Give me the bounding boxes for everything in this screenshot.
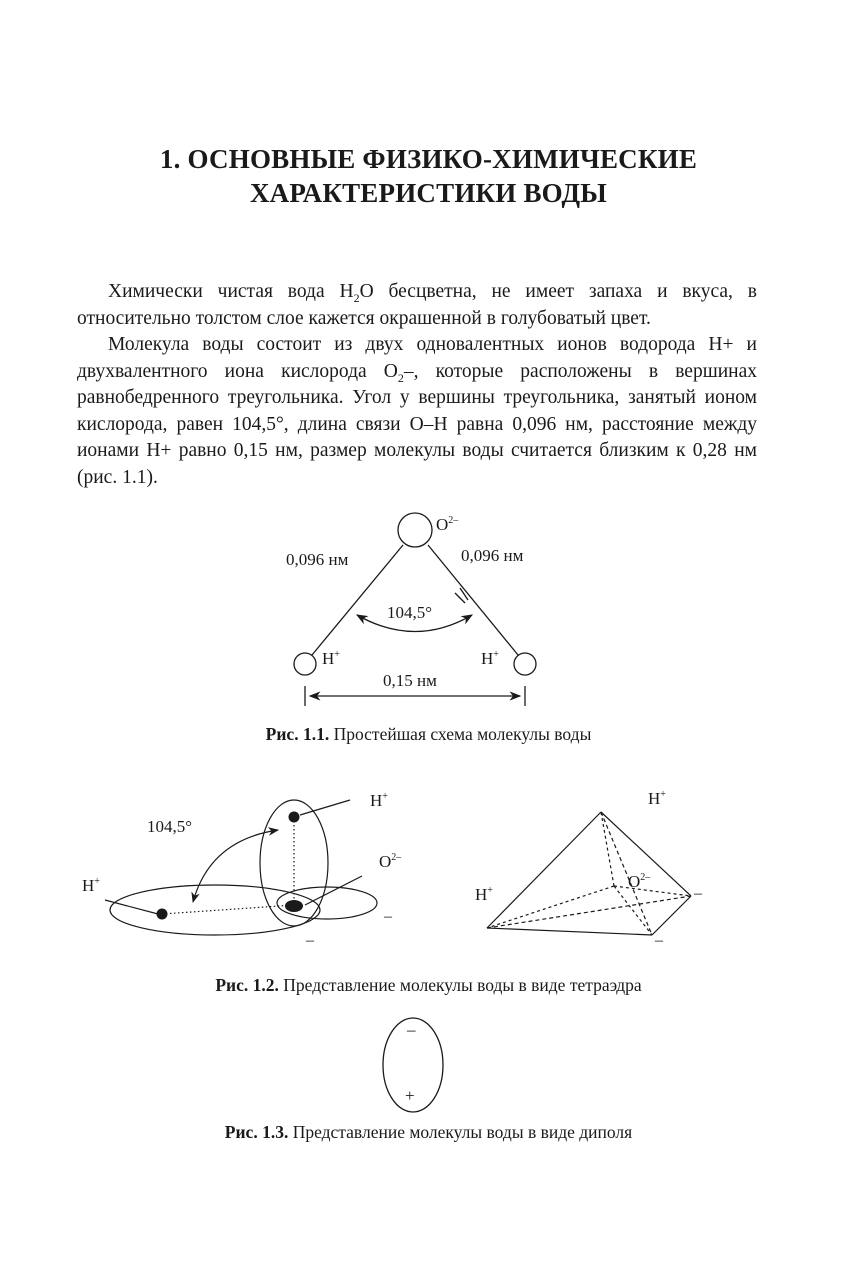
- h-right-label: H+: [481, 649, 499, 668]
- tetra-minus-right: –: [694, 885, 702, 902]
- dipole-plus: +: [405, 1086, 415, 1105]
- tetra-h-top-label: H+: [648, 789, 666, 808]
- bond-left-label: 0,096 нм: [286, 550, 349, 569]
- h-left-label: H+: [322, 649, 340, 668]
- paragraph-1: Химически чистая вода $H_2O$ бесцветна, не имеет запаха и вкуса, в относительно толстом слое кажется окрашенной в голубоватый цвет.: [77, 281, 757, 329]
- fig2-h-top-label: H+: [370, 791, 388, 810]
- dipole-minus: –: [407, 1020, 416, 1039]
- figure-1-2-caption: Рис. 1.2. Представление молекулы воды в виде тетраэдра: [215, 975, 642, 995]
- tetra-h-left-label: H+: [475, 885, 493, 904]
- chapter-title-line-2: ХАРАКТЕРИСТИКИ ВОДЫ: [249, 178, 607, 208]
- paragraph-2: Молекула воды состоит из двух одновалентных ионов водорода H+ и двухвалентного иона кислорода $O_2-$, которые расположены в вершинах равнобедренного треугольника. Угол у вершины треугольника, занятый ионом кислорода, равен 104,5°, длина связи O–H равна 0,096 нм, расстояние между ионами H+ равно 0,15 нм, размер молекулы воды считается близким к 0,28 нм (рис. 1.1).: [77, 334, 757, 488]
- distance-label: 0,15 нм: [383, 671, 437, 690]
- fig2-h-left-label: H+: [82, 876, 100, 895]
- figure-1-1-caption: Рис. 1.1. Простейшая схема молекулы воды: [265, 724, 592, 744]
- angle-label: 104,5°: [387, 603, 433, 622]
- figure-1-3-caption: Рис. 1.3. Представление молекулы воды в виде диполя: [224, 1122, 633, 1142]
- oxygen-label: $O^{2-}$: [436, 515, 459, 534]
- fig2-oxygen-label: $O^{2-}$: [379, 852, 402, 871]
- fig2-minus-bottom: –: [306, 932, 314, 949]
- bond-right-label: 0,096 нм: [461, 546, 524, 565]
- fig2-angle-label: 104,5°: [147, 817, 193, 836]
- tetra-oxygen-label: $O^{2-}$: [628, 872, 651, 891]
- tetra-minus-bottom: –: [655, 932, 663, 949]
- chapter-title-line-1: 1. ОСНОВНЫЕ ФИЗИКО-ХИМИЧЕСКИЕ: [159, 144, 698, 174]
- fig2-minus-right: –: [384, 908, 392, 925]
